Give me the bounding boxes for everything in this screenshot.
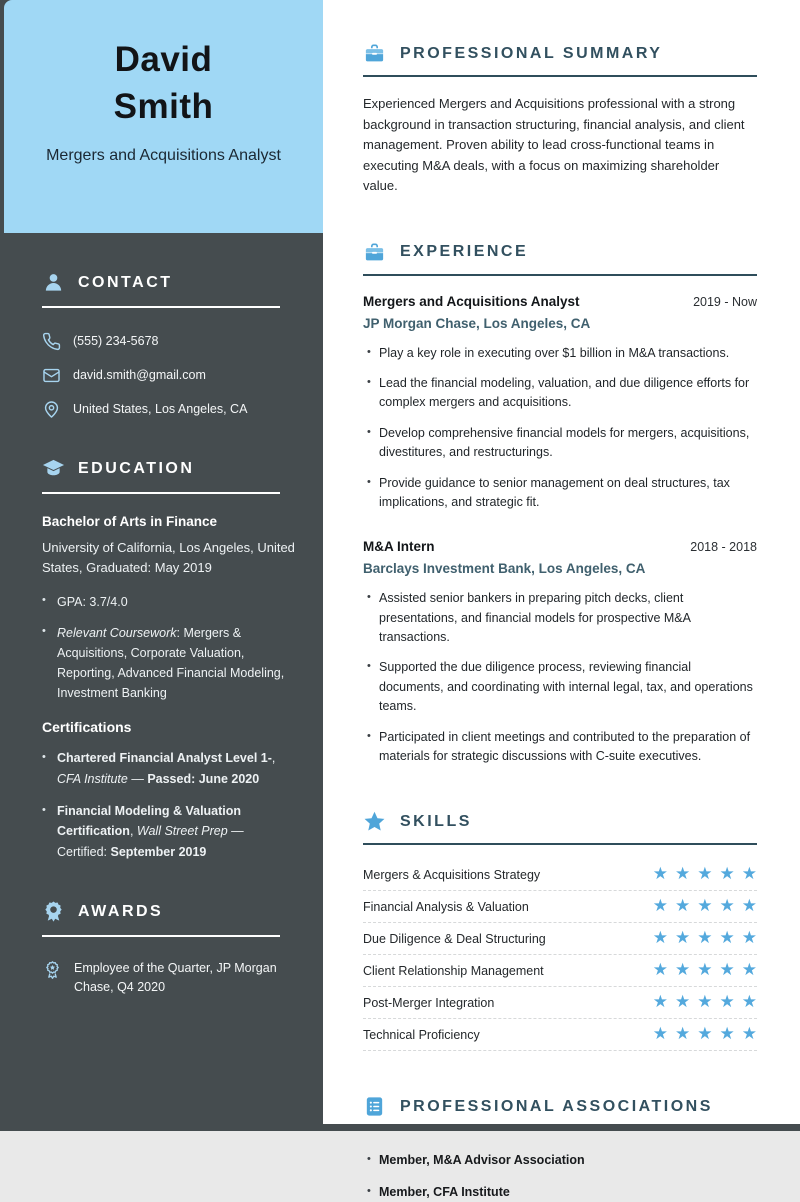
star-icon: ★ [675,864,691,885]
phone-icon [42,332,61,351]
awards-section [42,900,295,997]
job-bullets [363,344,757,513]
experience-heading-row [363,241,757,264]
star-icon: ★ [675,992,691,1013]
star-icon: ★ [652,864,668,885]
association-item: • Member, CFA Institute [363,1183,757,1202]
star-icon: ★ [675,928,691,949]
skill-rating [646,866,757,883]
education-heading-row [42,457,295,480]
contact-underline [42,306,280,308]
contact-heading-row [42,271,295,294]
skills-list [363,859,757,1051]
skill-label: Post-Merger Integration [363,995,495,1010]
star-icon: ★ [652,1024,668,1045]
associations-list [363,1151,757,1202]
briefcase-icon [363,42,386,65]
awards-heading: AWARDS [78,902,164,920]
job-bullet: • Supported the due diligence process, reviewing financial documents, and coordinating with internal legal, tax, and operations teams. [363,658,757,716]
email-address: david.smith@gmail.com [73,368,206,382]
headline-title: Mergers and Acquisitions Analyst [46,146,281,164]
medal-icon [42,959,63,980]
skill-rating [646,930,757,947]
star-icon: ★ [697,864,713,885]
star-icon: ★ [697,960,713,981]
star-icon: ★ [719,896,735,917]
star-icon: ★ [719,928,735,949]
coursework-bullet: • Relevant Coursework: Mergers & Acquisitions, Corporate Valuation, Reporting, Advanced Financial Modeling, Investment Banking [42,623,295,703]
job-dates: 2019 - Now [693,294,757,309]
skill-label: Technical Proficiency [363,1027,480,1042]
education-section [42,457,295,862]
contact-item-email [42,366,295,385]
skill-label: Mergers & Acquisitions Strategy [363,867,541,882]
star-icon: ★ [652,928,668,949]
skill-label: Financial Analysis & Valuation [363,899,529,914]
briefcase-icon [363,241,386,264]
award-item [42,959,295,997]
job-entry [363,294,757,513]
associations-section [363,1095,757,1202]
job-bullet: • Develop comprehensive financial models for mergers, acquisitions, divestitures, and restructurings. [363,424,757,463]
skill-row [363,1019,757,1051]
skills-heading-row [363,810,757,833]
contact-heading: CONTACT [78,273,173,291]
education-bullets [42,592,295,703]
star-icon: ★ [697,896,713,917]
job-entry [363,539,757,766]
skill-rating [646,962,757,979]
skills-heading: SKILLS [400,812,472,830]
star-icon: ★ [697,928,713,949]
star-icon: ★ [741,864,757,885]
star-icon: ★ [741,992,757,1013]
star-icon: ★ [652,992,668,1013]
job-title: Mergers and Acquisitions Analyst [363,293,580,309]
skill-rating [646,898,757,915]
skill-row [363,987,757,1019]
job-bullet: • Provide guidance to senior management on deal structures, tax implications, and strategic fit. [363,474,757,513]
star-icon: ★ [697,992,713,1013]
experience-underline [363,274,757,276]
job-bullet: • Lead the financial modeling, valuation, and due diligence efforts for complex mergers and acquisitions. [363,374,757,413]
star-icon: ★ [741,928,757,949]
education-heading: EDUCATION [78,459,195,477]
association-item: • Member, M&A Advisor Association [363,1151,757,1170]
contact-item-location [42,400,295,419]
skill-row [363,859,757,891]
sidebar-content [0,233,323,997]
star-icon [363,810,386,833]
certification-item: • Chartered Financial Analyst Level 1-, CFA Institute — Passed: June 2020 [42,748,295,789]
name: David Smith [113,40,214,127]
star-icon: ★ [719,992,735,1013]
star-icon: ★ [719,1024,735,1045]
skill-rating [646,1026,757,1043]
education-underline [42,492,280,494]
summary-heading-row [363,42,757,65]
bottom-bar [0,1124,800,1131]
star-icon: ★ [719,960,735,981]
skill-row [363,923,757,955]
job-bullet: • Play a key role in executing over $1 billion in M&A transactions. [363,344,757,363]
institution: University of California, Los Angeles, United States, Graduated: May 2019 [42,540,295,576]
summary-underline [363,75,757,77]
star-icon: ★ [741,896,757,917]
job-head [363,539,757,554]
associations-heading: PROFESSIONAL ASSOCIATIONS [400,1097,713,1115]
awards-heading-row [42,900,295,923]
certifications-heading: Certifications [42,719,132,736]
person-icon [42,271,65,294]
contact-list [42,332,295,419]
certification-item: • Financial Modeling & Valuation Certification, Wall Street Prep — Certified: September 2019 [42,801,295,863]
job-head [363,294,757,309]
associations-heading-row [363,1095,757,1118]
phone-number: (555) 234-5678 [73,334,159,348]
awards-underline [42,935,280,937]
contact-item-phone [42,332,295,351]
skill-rating [646,994,757,1011]
star-icon: ★ [675,896,691,917]
award-text: Employee of the Quarter, JP Morgan Chase, Q4 2020 [74,961,277,995]
skill-label: Due Diligence & Deal Structuring [363,931,546,946]
job-company: JP Morgan Chase, Los Angeles, CA [363,315,591,331]
summary-section [363,42,757,197]
star-icon: ★ [675,1024,691,1045]
degree: Bachelor of Arts in Finance [42,514,218,529]
list-icon [363,1095,386,1118]
job-bullet: • Participated in client meetings and contributed to the preparation of materials for strategic discussions with C-suite executives. [363,728,757,767]
summary-heading: PROFESSIONAL SUMMARY [400,44,663,62]
sidebar [0,0,323,1131]
star-icon: ★ [741,960,757,981]
star-icon: ★ [697,1024,713,1045]
envelope-icon [42,366,61,385]
star-icon: ★ [675,960,691,981]
experience-heading: EXPERIENCE [400,243,529,261]
star-icon: ★ [652,960,668,981]
job-title: M&A Intern [363,539,435,555]
skill-label: Client Relationship Management [363,963,544,978]
main-content [323,0,800,1200]
certifications-list [42,748,295,862]
contact-section [42,271,295,419]
star-icon: ★ [719,864,735,885]
summary-text: Experienced Mergers and Acquisitions professional with a strong background in transaction structuring, financial analysis, and client management. Proven ability to lead cross-functional teams in executing M&A deals, with a focus on maximizing shareholder value. [363,96,745,194]
job-bullets [363,589,757,766]
location-text: United States, Los Angeles, CA [73,402,248,416]
job-dates: 2018 - 2018 [690,540,757,555]
skill-row [363,955,757,987]
header-block [4,0,323,233]
skill-row [363,891,757,923]
experience-section [363,241,757,767]
star-icon: ★ [741,1024,757,1045]
skills-underline [363,843,757,845]
ribbon-icon [42,900,65,923]
job-bullet: • Assisted senior bankers in preparing pitch decks, client presentations, and financial models for prospective M&A transactions. [363,589,757,647]
gpa-bullet: • GPA: 3.7/4.0 [42,592,295,612]
star-icon: ★ [652,896,668,917]
job-company: Barclays Investment Bank, Los Angeles, CA [363,561,646,577]
graduation-cap-icon [42,457,65,480]
location-pin-icon [42,400,61,419]
skills-section [363,810,757,1051]
